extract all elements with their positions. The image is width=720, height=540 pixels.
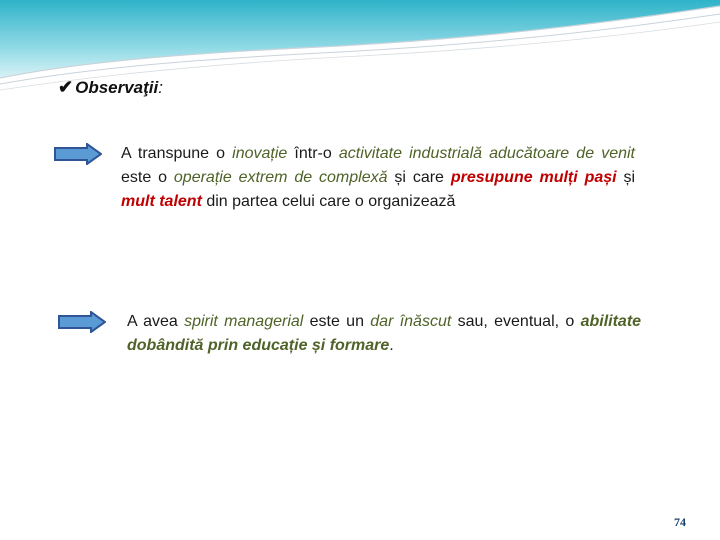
p1-emphasis-3: operație extrem de complexă: [173, 169, 388, 186]
observation-paragraph-1: [121, 142, 635, 214]
p1-emphasis-4: presupune mulți pași: [450, 169, 617, 186]
page-number: 74: [674, 515, 686, 529]
arrow-right-icon: [58, 311, 106, 333]
check-icon: ✔: [58, 77, 74, 97]
p2-text-3: sau, eventual, o: [451, 313, 581, 330]
arrow-right-icon: [54, 143, 102, 165]
p2-text-1: A avea: [127, 313, 185, 330]
p1-text-3: este o: [121, 169, 174, 186]
section-title: [58, 77, 163, 98]
p1-text-4: și care: [387, 169, 451, 186]
p2-text-2: este un: [303, 313, 371, 330]
p1-emphasis-1: inovație: [232, 145, 288, 162]
p1-text-5: și: [616, 169, 636, 186]
observation-paragraph-2: [127, 310, 641, 358]
section-title-text: Observaţii: [75, 77, 159, 97]
section-title-colon: :: [158, 77, 163, 97]
p2-emphasis-2: dar înăscut: [370, 313, 452, 330]
p2-text-4: .: [389, 337, 394, 354]
p1-text-6: din partea celui care o organizează: [201, 193, 456, 210]
p1-text-1: A transpune o: [121, 145, 233, 162]
p2-emphasis-1: spirit managerial: [184, 313, 304, 330]
p1-emphasis-2: activitate industrială aducătoare de venit: [338, 145, 635, 162]
p2-emphasis-3: abilitate dobândită prin educație și formare: [127, 313, 642, 354]
p1-emphasis-5: mult talent: [121, 193, 202, 210]
p1-text-2: într-o: [287, 145, 339, 162]
